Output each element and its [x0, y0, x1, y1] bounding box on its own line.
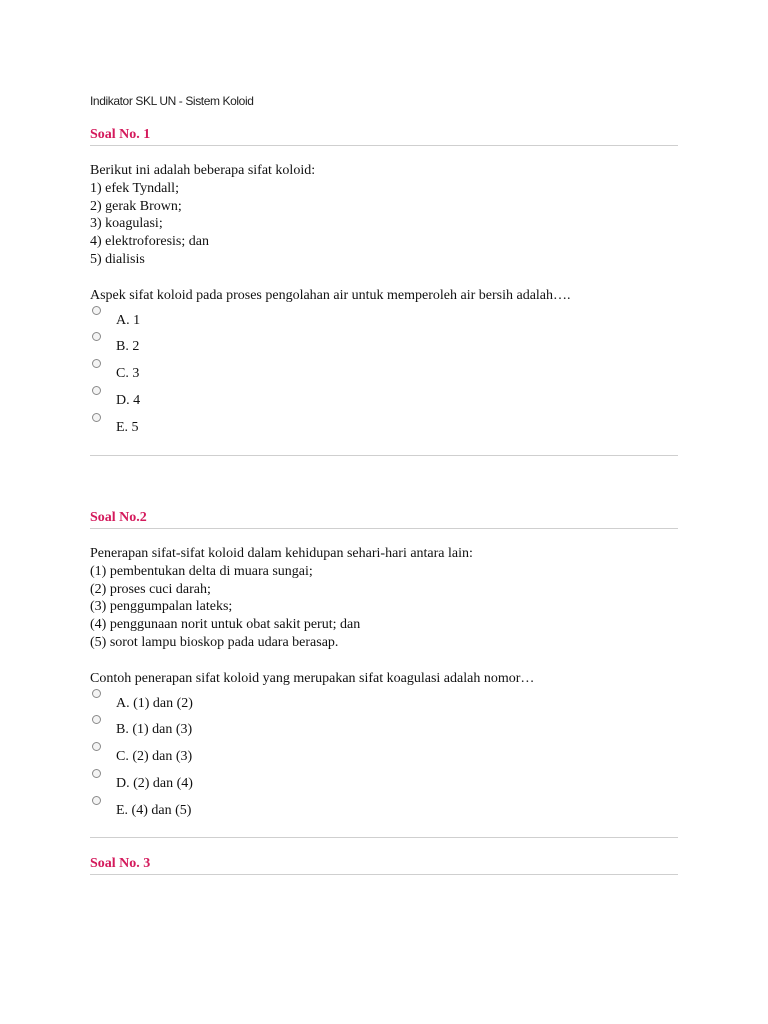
question-statement — [90, 162, 678, 269]
radio-button[interactable] — [92, 769, 101, 778]
statement-line: 5) dialisis — [90, 251, 145, 267]
question-prompt: Contoh penerapan sifat koloid yang merupakan sifat koagulasi adalah nomor… — [90, 670, 535, 686]
option-label: C. 3 — [116, 366, 140, 382]
question-3 — [90, 855, 678, 875]
radio-button[interactable] — [92, 332, 101, 341]
statement-line: 3) koagulasi; — [90, 216, 163, 232]
statement-line: (2) proses cuci darah; — [90, 581, 211, 597]
answer-option-d[interactable] — [90, 384, 678, 411]
statement-line: (3) penggumpalan lateks; — [90, 599, 233, 615]
statement-line: (1) pembentukan delta di muara sungai; — [90, 563, 313, 579]
radio-button[interactable] — [92, 796, 101, 805]
radio-button[interactable] — [92, 742, 101, 751]
answer-option-a[interactable] — [90, 304, 678, 331]
answer-option-c[interactable] — [90, 740, 678, 767]
answer-option-e[interactable] — [90, 411, 678, 438]
section-divider — [90, 455, 678, 456]
document-header: Indikator SKL UN - Sistem Koloid — [90, 94, 254, 108]
statement-line: Berikut ini adalah beberapa sifat koloid: — [90, 163, 316, 178]
radio-button[interactable] — [92, 689, 101, 698]
radio-button[interactable] — [92, 715, 101, 724]
option-label: B. (1) dan (3) — [116, 722, 193, 738]
answer-option-a[interactable] — [90, 687, 678, 714]
question-title: Soal No. 3 — [90, 855, 678, 875]
option-label: B. 2 — [116, 339, 140, 355]
radio-button[interactable] — [92, 413, 101, 422]
question-title: Soal No.2 — [90, 509, 678, 529]
statement-line: Penerapan sifat-sifat koloid dalam kehidupan sehari-hari antara lain: — [90, 546, 473, 561]
option-label: A. (1) dan (2) — [116, 695, 193, 711]
statement-line: (4) penggunaan norit untuk obat sakit perut; dan — [90, 617, 361, 633]
question-title: Soal No. 1 — [90, 126, 678, 146]
statement-line: 1) efek Tyndall; — [90, 180, 179, 196]
question-2 — [90, 509, 678, 820]
question-statement — [90, 545, 678, 652]
answer-option-e[interactable] — [90, 794, 678, 821]
answer-options — [90, 687, 678, 820]
question-prompt: Aspek sifat koloid pada proses pengolahan air untuk memperoleh air bersih adalah…. — [90, 287, 571, 303]
radio-button[interactable] — [92, 359, 101, 368]
section-divider — [90, 837, 678, 838]
answer-option-d[interactable] — [90, 767, 678, 794]
statement-line: (5) sorot lampu bioskop pada udara berasap. — [90, 634, 339, 650]
answer-option-b[interactable] — [90, 713, 678, 740]
option-label: C. (2) dan (3) — [116, 749, 193, 765]
option-label: E. (4) dan (5) — [116, 802, 192, 818]
answer-option-b[interactable] — [90, 330, 678, 357]
radio-button[interactable] — [92, 386, 101, 395]
statement-line: 2) gerak Brown; — [90, 198, 182, 214]
option-label: D. 4 — [116, 392, 141, 408]
answer-options — [90, 304, 678, 437]
option-label: D. (2) dan (4) — [116, 775, 193, 791]
statement-line: 4) elektroforesis; dan — [90, 234, 209, 250]
question-1 — [90, 126, 678, 437]
radio-button[interactable] — [92, 306, 101, 315]
option-label: E. 5 — [116, 419, 139, 435]
option-label: A. 1 — [116, 312, 141, 328]
answer-option-c[interactable] — [90, 357, 678, 384]
